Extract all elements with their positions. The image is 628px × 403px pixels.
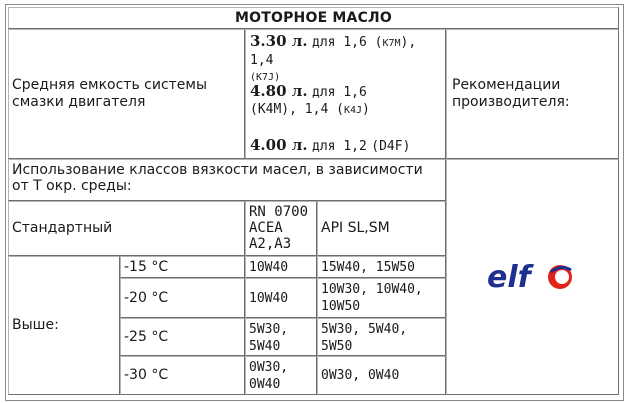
- temp-cell: -20 °C: [120, 278, 245, 318]
- above-label: Выше:: [8, 256, 120, 395]
- table-title: МОТОРНОЕ МАСЛО: [8, 7, 619, 29]
- capacity-item: 3.30 л. для 1,6 (K7M), 1,4 (K7J): [250, 32, 417, 83]
- temp-cell: -25 °C: [120, 318, 245, 356]
- oil-col2-cell: 10W30, 10W40, 10W50: [317, 278, 446, 318]
- capacity-values: [245, 29, 446, 159]
- elf-logo: [485, 258, 581, 296]
- capacity-item: 4.00 л. для 1,2 (D4F): [250, 136, 411, 154]
- oil-col2-cell: 0W30, 0W40: [317, 356, 446, 395]
- recommendation-label: Рекомендации производителя:: [446, 29, 619, 159]
- viscosity-header: Использование классов вязкости масел, в зависимости от T окр. среды:: [8, 159, 446, 201]
- oil-col1-cell: 10W40: [245, 278, 317, 318]
- oil-col2-cell: 15W40, 15W50: [317, 256, 446, 278]
- oil-col1-cell: 0W30, 0W40: [245, 356, 317, 395]
- elf-logo-mark-inner: [555, 270, 569, 284]
- logo-cell: [446, 159, 619, 395]
- temp-cell: -15 °C: [120, 256, 245, 278]
- oil-col1-cell: 5W30, 5W40: [245, 318, 317, 356]
- standard-spec: RN 0700 ACEA A2,A3: [245, 201, 317, 256]
- temp-cell: -30 °C: [120, 356, 245, 395]
- oil-col2-cell: 5W30, 5W40, 5W50: [317, 318, 446, 356]
- capacity-label: Средняя емкость системы смазки двигателя: [8, 29, 245, 159]
- elf-logo-text: elf: [486, 260, 531, 295]
- standard-label: Стандартный: [8, 201, 245, 256]
- capacity-item: 4.80 л. для 1,6 (K4M), 1,4 (K4J): [250, 82, 370, 117]
- oil-col1-cell: 10W40: [245, 256, 317, 278]
- standard-api: API SL,SM: [317, 201, 446, 256]
